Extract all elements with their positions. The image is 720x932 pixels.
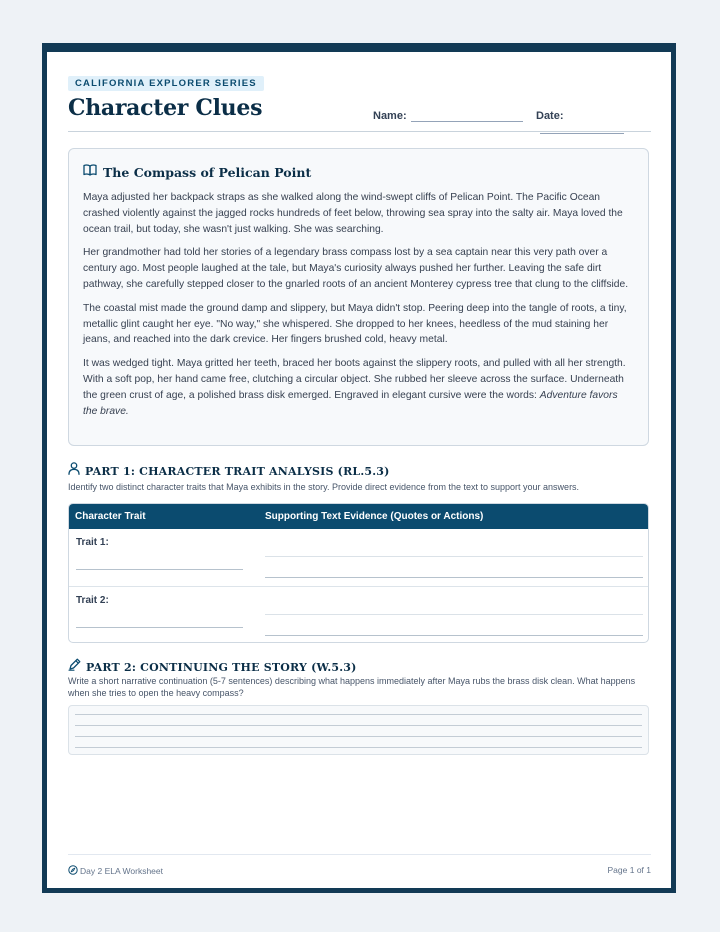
footer-worksheet-label: Day 2 ELA Worksheet	[80, 866, 163, 876]
book-icon	[83, 163, 97, 181]
part1-title: PART 1: CHARACTER TRAIT ANALYSIS (RL.5.3)	[85, 464, 390, 478]
title-row	[68, 95, 651, 132]
trait-2-label: Trait 2:	[76, 595, 109, 606]
story-paragraph-2: Her grandmother had told her stories of a legendary brass compass lost by a sea captain near this very path over a century ago. Most people laughed at the tale, but Maya's curiosity always pushed her further. Leaving the safe dirt pathway, she carefully stepped closer to the gnarled roots of an ancient Monterey cypress tree that clung to the cliffside.	[83, 247, 629, 290]
story-header	[83, 163, 634, 181]
part2-instructions: Write a short narrative continuation (5-7 sentences) describing what happens immediately after Maya rubs the brass disk clean. What happens when she tries to open the heavy compass?	[68, 676, 636, 698]
table-row[interactable]	[69, 587, 648, 643]
writing-line[interactable]	[75, 736, 642, 737]
trait-2-answer-line[interactable]	[76, 627, 243, 628]
writing-line[interactable]	[75, 747, 642, 748]
part2-title: PART 2: CONTINUING THE STORY (W.5.3)	[86, 660, 357, 674]
evidence-1-line-a[interactable]	[265, 556, 643, 557]
column-header-evidence: Supporting Text Evidence (Quotes or Actions)	[265, 511, 484, 522]
story-paragraph-4	[83, 356, 634, 419]
date-line	[540, 123, 624, 134]
page-title: Character Clues	[68, 95, 263, 121]
evidence-2-line-a[interactable]	[265, 614, 643, 615]
story-box	[68, 148, 649, 446]
writing-line[interactable]	[75, 725, 642, 726]
worksheet-content	[68, 73, 651, 876]
story-paragraph-4-text: It was wedged tight. Maya gritted her teeth, braced her boots against the slippery roots, and pulled with all her strength. With a soft pop, her hand came free, clutching a circular object. She rubbed her sleeve across the surface. Underneath the green crust of age, a polished brass disk emerged. Engraved in elegant cursive were the words:	[83, 358, 626, 401]
worksheet-page	[42, 43, 676, 893]
trait-table	[68, 503, 649, 643]
pen-icon	[68, 658, 81, 676]
story-paragraph-1: Maya adjusted her backpack straps as she walked along the wind-swept cliffs of Pelican Point. The Pacific Ocean crashed violently against the jagged rocks hundreds of feet below, throwing sea spray into the salty air. Maya loved the ocean trail, but today, she wasn't just walking. She was searching.	[83, 192, 623, 235]
footer-left	[68, 865, 163, 877]
person-icon	[68, 462, 80, 480]
trait-1-answer-line[interactable]	[76, 569, 243, 570]
trait-table-header	[69, 504, 648, 529]
page-number: Page 1 of 1	[607, 865, 651, 875]
compass-icon	[68, 865, 78, 877]
series-badge: CALIFORNIA EXPLORER SERIES	[68, 76, 264, 91]
evidence-1-line-b[interactable]	[265, 577, 643, 578]
name-line	[411, 111, 523, 122]
name-label: Name:	[373, 110, 407, 122]
part2-header	[68, 658, 357, 676]
table-row[interactable]	[69, 529, 648, 587]
writing-line[interactable]	[75, 714, 642, 715]
name-field[interactable]	[373, 110, 523, 122]
part1-instructions: Identify two distinct character traits that Maya exhibits in the story. Provide direct evidence from the text to support your answers.	[68, 482, 580, 492]
story-paragraph-3: The coastal mist made the ground damp and slippery, but Maya didn't stop. Peering deep into the tangle of roots, a tiny, metallic glint caught her eye. "No way," she whispered. She dropped to her knees, heedless of the mud staining her jeans, and reached into the dark crevice. Her fingers brushed cold, heavy metal.	[83, 302, 627, 346]
date-field[interactable]	[536, 110, 651, 134]
column-header-trait: Character Trait	[75, 511, 146, 522]
evidence-2-line-b[interactable]	[265, 635, 643, 636]
trait-1-label: Trait 1:	[76, 537, 109, 548]
page-footer	[68, 854, 651, 879]
engraving-quote: Adventure favors the brave.	[83, 389, 618, 417]
story-title: The Compass of Pelican Point	[103, 164, 312, 180]
date-label: Date:	[536, 110, 564, 122]
part1-header	[68, 462, 390, 480]
writing-area[interactable]	[68, 705, 649, 755]
